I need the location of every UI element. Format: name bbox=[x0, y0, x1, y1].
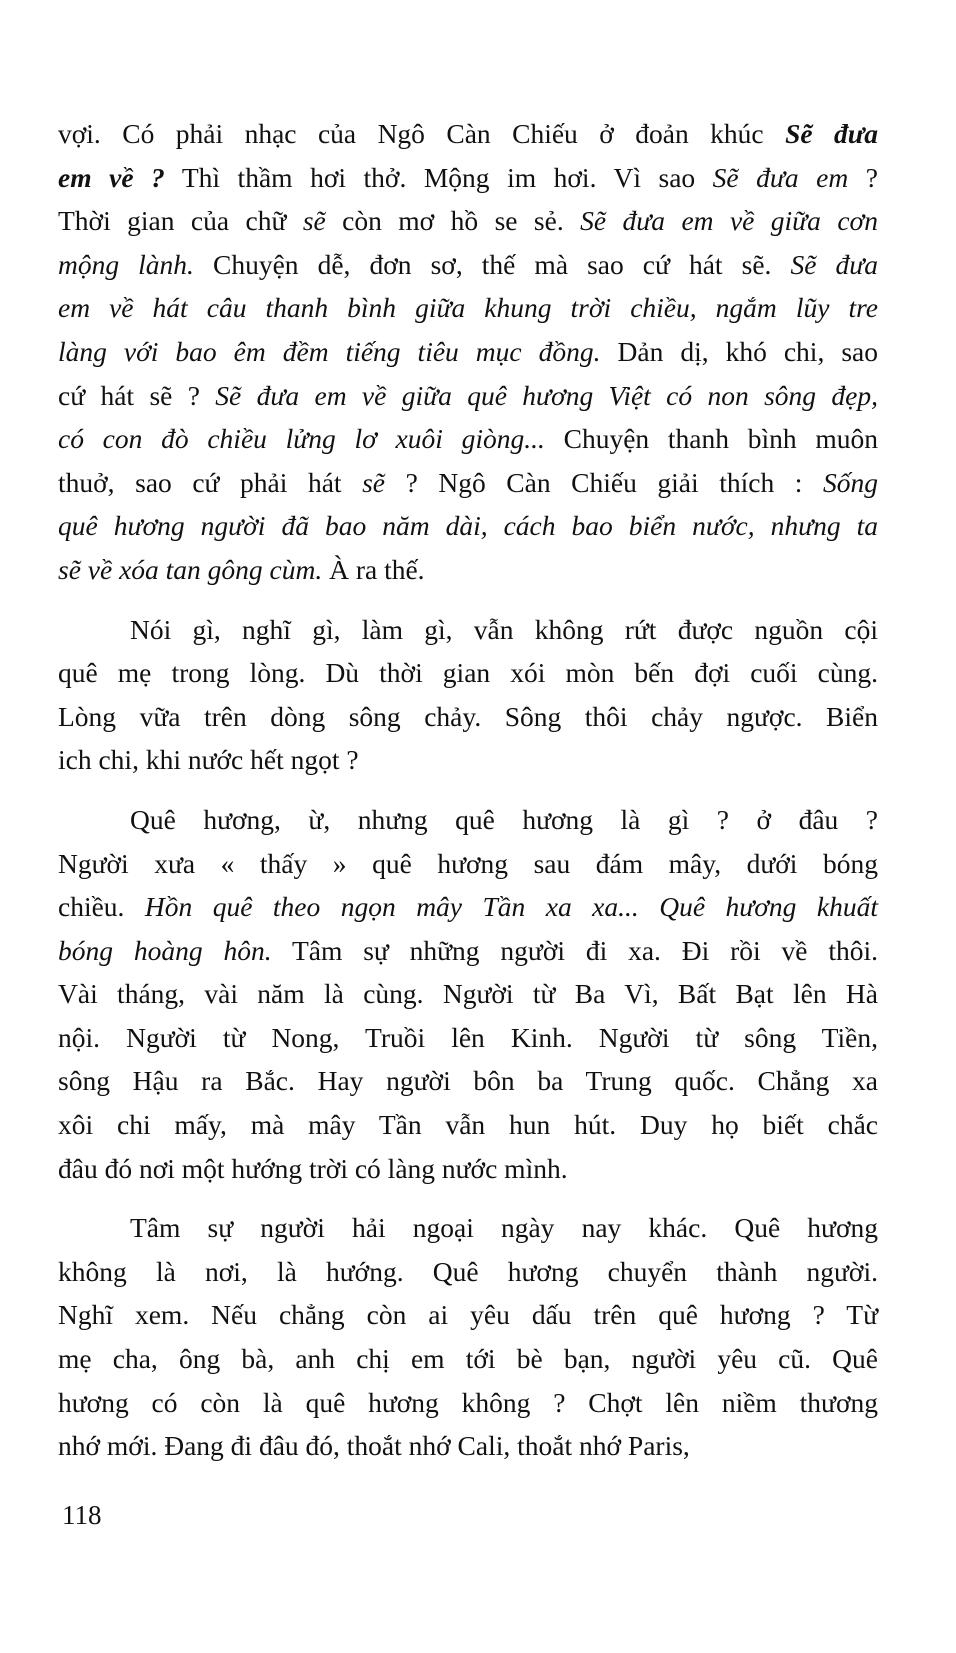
text-line bbox=[58, 885, 878, 929]
text-segment: vợi. Có phải nhạc của Ngô Càn Chiếu ở đoản khúc bbox=[58, 118, 786, 149]
text-line bbox=[58, 504, 878, 548]
text-segment: hương có còn là quê hương không ? Chợt lên niềm thương bbox=[58, 1386, 878, 1418]
text-segment: thuở, sao cứ phải hát bbox=[58, 466, 363, 498]
text-segment: ich chi, khi nước hết ngọt ? bbox=[58, 744, 359, 776]
text-segment: Nói gì, nghĩ gì, làm gì, vẫn không rứt được nguồn cội bbox=[130, 613, 878, 645]
text-segment: Quê hương, ừ, nhưng quê hương là gì ? ở đâu ? bbox=[130, 803, 878, 835]
text-segment: nội. Người từ Nong, Truồi lên Kinh. Người từ sông Tiền, bbox=[58, 1021, 878, 1053]
emphasized-text: Sẽ đưa bbox=[790, 248, 878, 280]
text-line bbox=[58, 374, 878, 418]
paragraph bbox=[58, 1206, 878, 1468]
emphasized-text: mộng lành. bbox=[58, 248, 194, 280]
emphasized-text: em về hát câu thanh bình giữa khung trời chiều, ngắm lũy tre bbox=[58, 292, 878, 324]
paragraph-gap bbox=[58, 592, 878, 608]
emphasized-text: Sẽ đưa em về giữa cơn bbox=[580, 205, 878, 237]
paragraph-gap bbox=[58, 1190, 878, 1206]
text-segment: Thì thầm hơi thở. Mộng im hơi. Vì sao bbox=[164, 161, 713, 193]
text-line bbox=[58, 1424, 878, 1468]
emphasized-text: Sẽ đưa em bbox=[712, 161, 849, 193]
text-line bbox=[58, 695, 878, 739]
emphasized-text: Sẽ đưa bbox=[785, 118, 878, 149]
text-segment: cứ hát sẽ ? bbox=[58, 379, 216, 411]
text-line bbox=[58, 199, 878, 243]
text-segment: sông Hậu ra Bắc. Hay người bôn ba Trung quốc. Chẳng xa bbox=[58, 1065, 878, 1097]
text-segment: chiều. bbox=[58, 891, 145, 923]
text-line bbox=[58, 112, 878, 156]
text-segment: nhớ mới. Đang đi đâu đó, thoắt nhớ Cali, thoắt nhớ Paris, bbox=[58, 1430, 690, 1462]
text-line bbox=[58, 738, 878, 782]
paragraph bbox=[58, 798, 878, 1190]
emphasized-text: Hồn quê theo ngọn mây Tần xa xa... Quê hương khuất bbox=[144, 891, 878, 923]
text-segment: không là nơi, là hướng. Quê hương chuyển thành người. bbox=[58, 1255, 878, 1287]
emphasized-text: có con đò chiều lửng lơ xuôi giòng... bbox=[58, 423, 545, 455]
text-segment: mẹ cha, ông bà, anh chị em tới bè bạn, người yêu cũ. Quê bbox=[58, 1343, 878, 1375]
emphasized-text: Sống bbox=[823, 466, 878, 498]
text-line bbox=[58, 1250, 878, 1294]
emphasized-text: bóng hoàng hôn. bbox=[58, 934, 272, 966]
page-number: 118 bbox=[62, 1500, 102, 1530]
text-line bbox=[58, 1206, 878, 1250]
emphasized-text: sẽ về xóa tan gông cùm. bbox=[58, 553, 323, 585]
emphasized-text: sẽ bbox=[362, 466, 386, 498]
text-line bbox=[58, 842, 878, 886]
text-segment: À ra thế. bbox=[322, 553, 425, 585]
text-segment: Người xưa « thấy » quê hương sau đám mây, dưới bóng bbox=[58, 847, 878, 879]
text-segment: Lòng vữa trên dòng sông chảy. Sông thôi chảy ngược. Biển bbox=[58, 700, 878, 732]
text-line bbox=[58, 1147, 878, 1191]
paragraph-gap bbox=[58, 782, 878, 798]
paragraph bbox=[58, 112, 878, 592]
text-line bbox=[58, 156, 878, 200]
text-line bbox=[58, 798, 878, 842]
text-segment: Tâm sự người hải ngoại ngày nay khác. Quê hương bbox=[130, 1212, 878, 1244]
emphasized-text: em về ? bbox=[58, 161, 165, 193]
text-segment: Dản dị, khó chi, sao bbox=[600, 335, 878, 367]
text-segment: xôi chi mấy, mà mây Tần vẫn hun hút. Duy họ biết chắc bbox=[58, 1109, 878, 1141]
text-line bbox=[58, 243, 878, 287]
paragraph bbox=[58, 608, 878, 782]
text-line bbox=[58, 286, 878, 330]
text-segment: đâu đó nơi một hướng trời có làng nước mình. bbox=[58, 1152, 568, 1184]
text-line bbox=[58, 1103, 878, 1147]
text-segment: Nghĩ xem. Nếu chẳng còn ai yêu dấu trên quê hương ? Từ bbox=[58, 1299, 878, 1331]
text-line bbox=[58, 1016, 878, 1060]
text-line bbox=[58, 1059, 878, 1103]
text-line bbox=[58, 1293, 878, 1337]
text-segment: Thời gian của chữ bbox=[58, 205, 303, 237]
text-segment: ? bbox=[848, 161, 878, 193]
emphasized-text: làng với bao êm đềm tiếng tiêu mục đồng. bbox=[58, 335, 601, 367]
emphasized-text: sẽ bbox=[302, 205, 326, 237]
body-text bbox=[58, 112, 878, 1468]
text-line bbox=[58, 929, 878, 973]
text-line bbox=[58, 548, 878, 592]
text-line bbox=[58, 1337, 878, 1381]
text-line bbox=[58, 330, 878, 374]
text-line bbox=[58, 608, 878, 652]
text-segment: ? Ngô Càn Chiếu giải thích : bbox=[385, 466, 823, 498]
text-line bbox=[58, 1381, 878, 1425]
text-line bbox=[58, 417, 878, 461]
emphasized-text: quê hương người đã bao năm dài, cách bao biển nước, nhưng ta bbox=[58, 510, 878, 542]
text-segment: còn mơ hồ se sẻ. bbox=[325, 205, 581, 237]
text-line bbox=[58, 461, 878, 505]
text-segment: Tâm sự những người đi xa. Đi rồi về thôi. bbox=[271, 934, 878, 966]
text-segment: Chuyện thanh bình muôn bbox=[544, 423, 879, 455]
text-segment: Chuyện dễ, đơn sơ, thế mà sao cứ hát sẽ. bbox=[193, 248, 791, 280]
text-line bbox=[58, 651, 878, 695]
text-line bbox=[58, 972, 878, 1016]
text-segment: Vài tháng, vài năm là cùng. Người từ Ba Vì, Bất Bạt lên Hà bbox=[58, 978, 878, 1010]
emphasized-text: Sẽ đưa em về giữa quê hương Việt có non sông đẹp, bbox=[215, 379, 879, 411]
text-segment: quê mẹ trong lòng. Dù thời gian xói mòn bến đợi cuối cùng. bbox=[58, 657, 878, 689]
